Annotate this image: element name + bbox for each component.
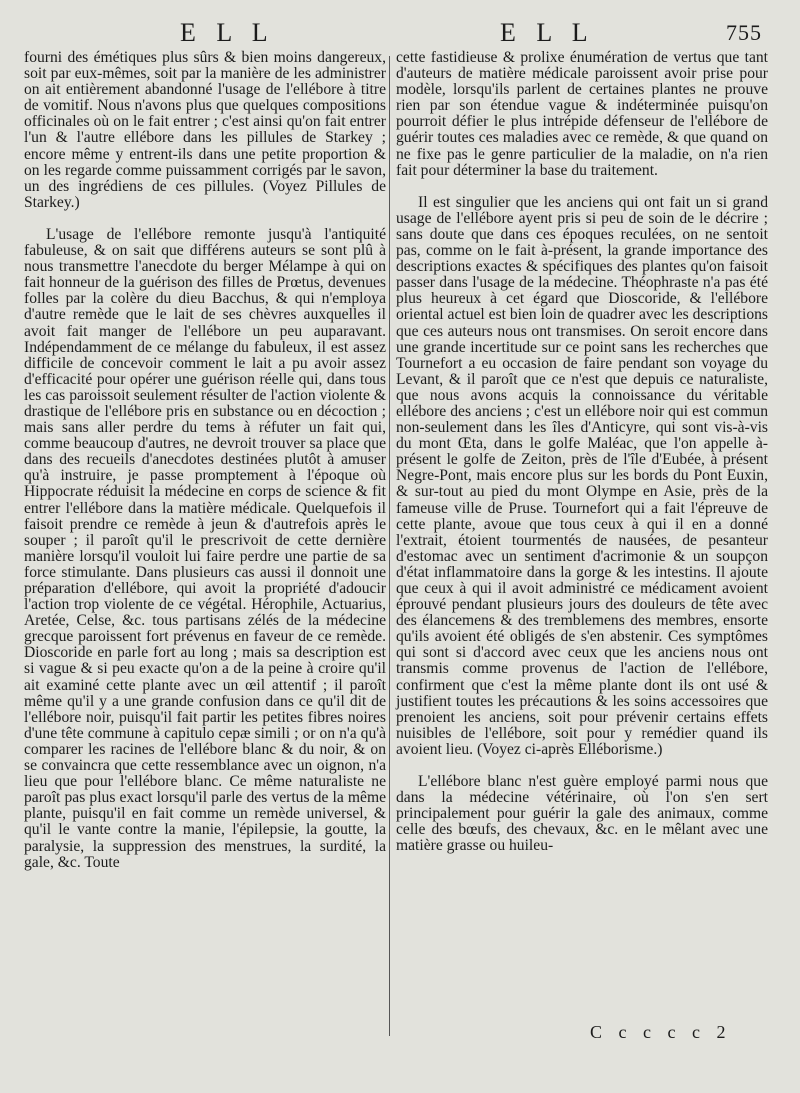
page-number: 755 [726, 20, 762, 45]
paragraph: cette fastidieuse & prolixe énumération de vertus que tant d'auteurs de matière médicale paroissent avoir prise pour modèle, lorsqu'ils parlent de certaines plantes ne prouve rien par son étendue vague & indéterminée puisqu'on pourroit défier le plus intrépide défenseur de l'ellébore de guérir toutes ces maladies avec ce remède, & que quand on ne fixe pas le genre particulier de la maladie, on n'a rien fait pour déterminer la base du traitement. [396, 49, 768, 179]
signature-mark: C c c c c 2 [590, 1022, 732, 1042]
paragraph: L'usage de l'ellébore remonte jusqu'à l'antiquité fabuleuse, & on sait que différens auteurs se sont plû à nous transmettre l'anecdote du berger Mélampe à qui on fait honneur de la guérison des filles de Prœtus, devenues folles par la colère du dieu Bacchus, & qui n'employa d'autre remède que le lait de ses chèvres auxquelles il avoit fait manger de l'ellébore un peu auparavant. Indépendamment de ce mélange du fabuleux, il est assez difficile de concevoir comment le lait a pu avoir assez d'efficacité pour opérer une guérison réelle qui, dans tous les cas paroissoit seulement résulter de l'action violente & drastique de l'ellébore pris en substance ou en décoction ; mais sans aller perdre du tems à réfuter un fait qui, comme beaucoup d'autres, ne devroit trouver sa place que dans des recueils d'anecdotes destinées plutôt à amuser qu'à instruire, je passe promptement à l'époque où Hippocrate réduisit la médecine en corps de science & fit entrer l'ellébore dans la matière médicale. Quelquefois il faisoit prendre ce remède à jeun & d'autrefois après le souper ; il paroît qu'il le prescrivoit de cette dernière manière lorsqu'il vouloit lui faire perdre une partie de sa force stimulante. Dans plusieurs cas aussi il donnoit une préparation d'ellébore, qui avoit la propriété d'adoucir l'action trop violente de ce végétal. Hérophile, Actuarius, Aretée, Celse, &c. tous partisans zélés de la médecine grecque paroissent fort prévenus en faveur de ce remède. Dioscoride en parle fort au long ; mais sa description est si vague & si peu exacte qu'on a de la peine à croire qu'il ait examiné cette plante avec un œil attentif ; il paroît même qu'il y a une grande confusion dans ce qu'il dit de l'ellébore noir, puisqu'il fait partir les petites fibres noires d'une tête commune à capitulo cepæ simili ; or on n'a qu'à comparer les racines de l'ellébore blanc & du noir, & on se convaincra que cette ressemblance avec un oignon, n'a lieu que pour l'ellébore blanc. Ce même naturaliste ne paroît pas plus exact lorsqu'il parle des vertus de la même plante, puisqu'il en fait comme un remède universel, & qu'il le vante contre la manie, l'épilepsie, la goutte, la paralysie, la suppression des menstrues, la surdité, la gale, &c. Toute [24, 225, 386, 871]
paragraph: Il est singulier que les anciens qui ont fait un si grand usage de l'ellébore ayent pris si peu de soin de le décrire ; sans doute que dans ces époques reculées, on ne sentoit pas, comme on le fait à-présent, la grande importance des descriptions exactes & spécifiques des plantes qu'on faisoit passer dans l'usage de la médecine. Théophraste n'a pas été plus heureux à cet égard que Dioscoride, & l'ellébore oriental actuel est bien loin de quadrer avec les descriptions que ces auteurs nous ont transmises. On seroit encore dans une grande incertitude sur ce point sans les recherches que Tournefort a eu occasion de faire pendant son voyage du Levant, & il paroît que ce n'est que depuis ce naturaliste, que nous avons acquis la connoissance du véritable ellébore des anciens ; c'est un ellébore noir qui est commun non-seulement dans les îles d'Anticyre, qui sont vis-à-vis du mont Œta, dans le golfe Maléac, que l'on appelle à-présent le golfe de Zeiton, près de l'île d'Eubée, à présent Negre-Pont, mais encore plus sur les bords du Pont Euxin, & sur-tout au pied du mont Olympe en Asie, près de la fameuse ville de Pruse. Tournefort qui a fait l'épreuve de cette plante, avoue que tous ceux à qui il en a donné l'extrait, étoient tourmentés de nausées, de pesanteur d'estomac avec un sentiment d'acrimonie & un soupçon d'état inflammatoire dans la gorge & les intestins. Il ajoute que ceux à qui il avoit administré ce médicament avoient éprouvé pendant plusieurs jours des douleurs de tête avec des élancemens & des tremblemens des membres, ensorte qu'ils avoient été obligés de s'en abstenir. Ces symptômes qui sont si d'accord avec ceux que les anciens nous ont transmis comme provenus de l'action de l'ellébore, confirment que c'est la même plante dont ils ont usé & justifient toutes les précautions & les soins accessoires que prenoient les anciens, soit pour prévenir certains effets nuisibles de l'ellébore, soit pour y remédier quand ils avoient lieu. (Voyez ci-après Elléborisme.) [396, 193, 768, 758]
running-head-right: E L L [500, 18, 595, 47]
running-head-left: E L L [180, 18, 275, 47]
left-column [24, 50, 386, 871]
running-head [0, 14, 800, 54]
paragraph: L'ellébore blanc n'est guère employé parmi nous que dans la médecine vétérinaire, où l'on s'en sert principalement pour guérir la gale des animaux, comme celle des bœufs, des chevaux, &c. en le mêlant avec une matière grasse ou huileu- [396, 773, 768, 855]
paragraph: fourni des émétiques plus sûrs & bien moins dangereux, soit par eux-mêmes, soit par la manière de les administrer on ait entièrement abandonné l'usage de l'ellébore à titre de vomitif. Nous n'avons plus que quelques compositions officinales où on le fait entrer ; c'est ainsi qu'on fait entrer l'un & l'autre ellébore dans les pillules de Starkey ; encore même y entrent-ils dans une petite proportion & on les regarde comme puissamment corrigés par le savon, un des ingrédiens de ces pillules. (Voyez Pillules de Starkey.) [24, 49, 386, 211]
column-divider [389, 56, 390, 1036]
right-column [396, 50, 768, 855]
